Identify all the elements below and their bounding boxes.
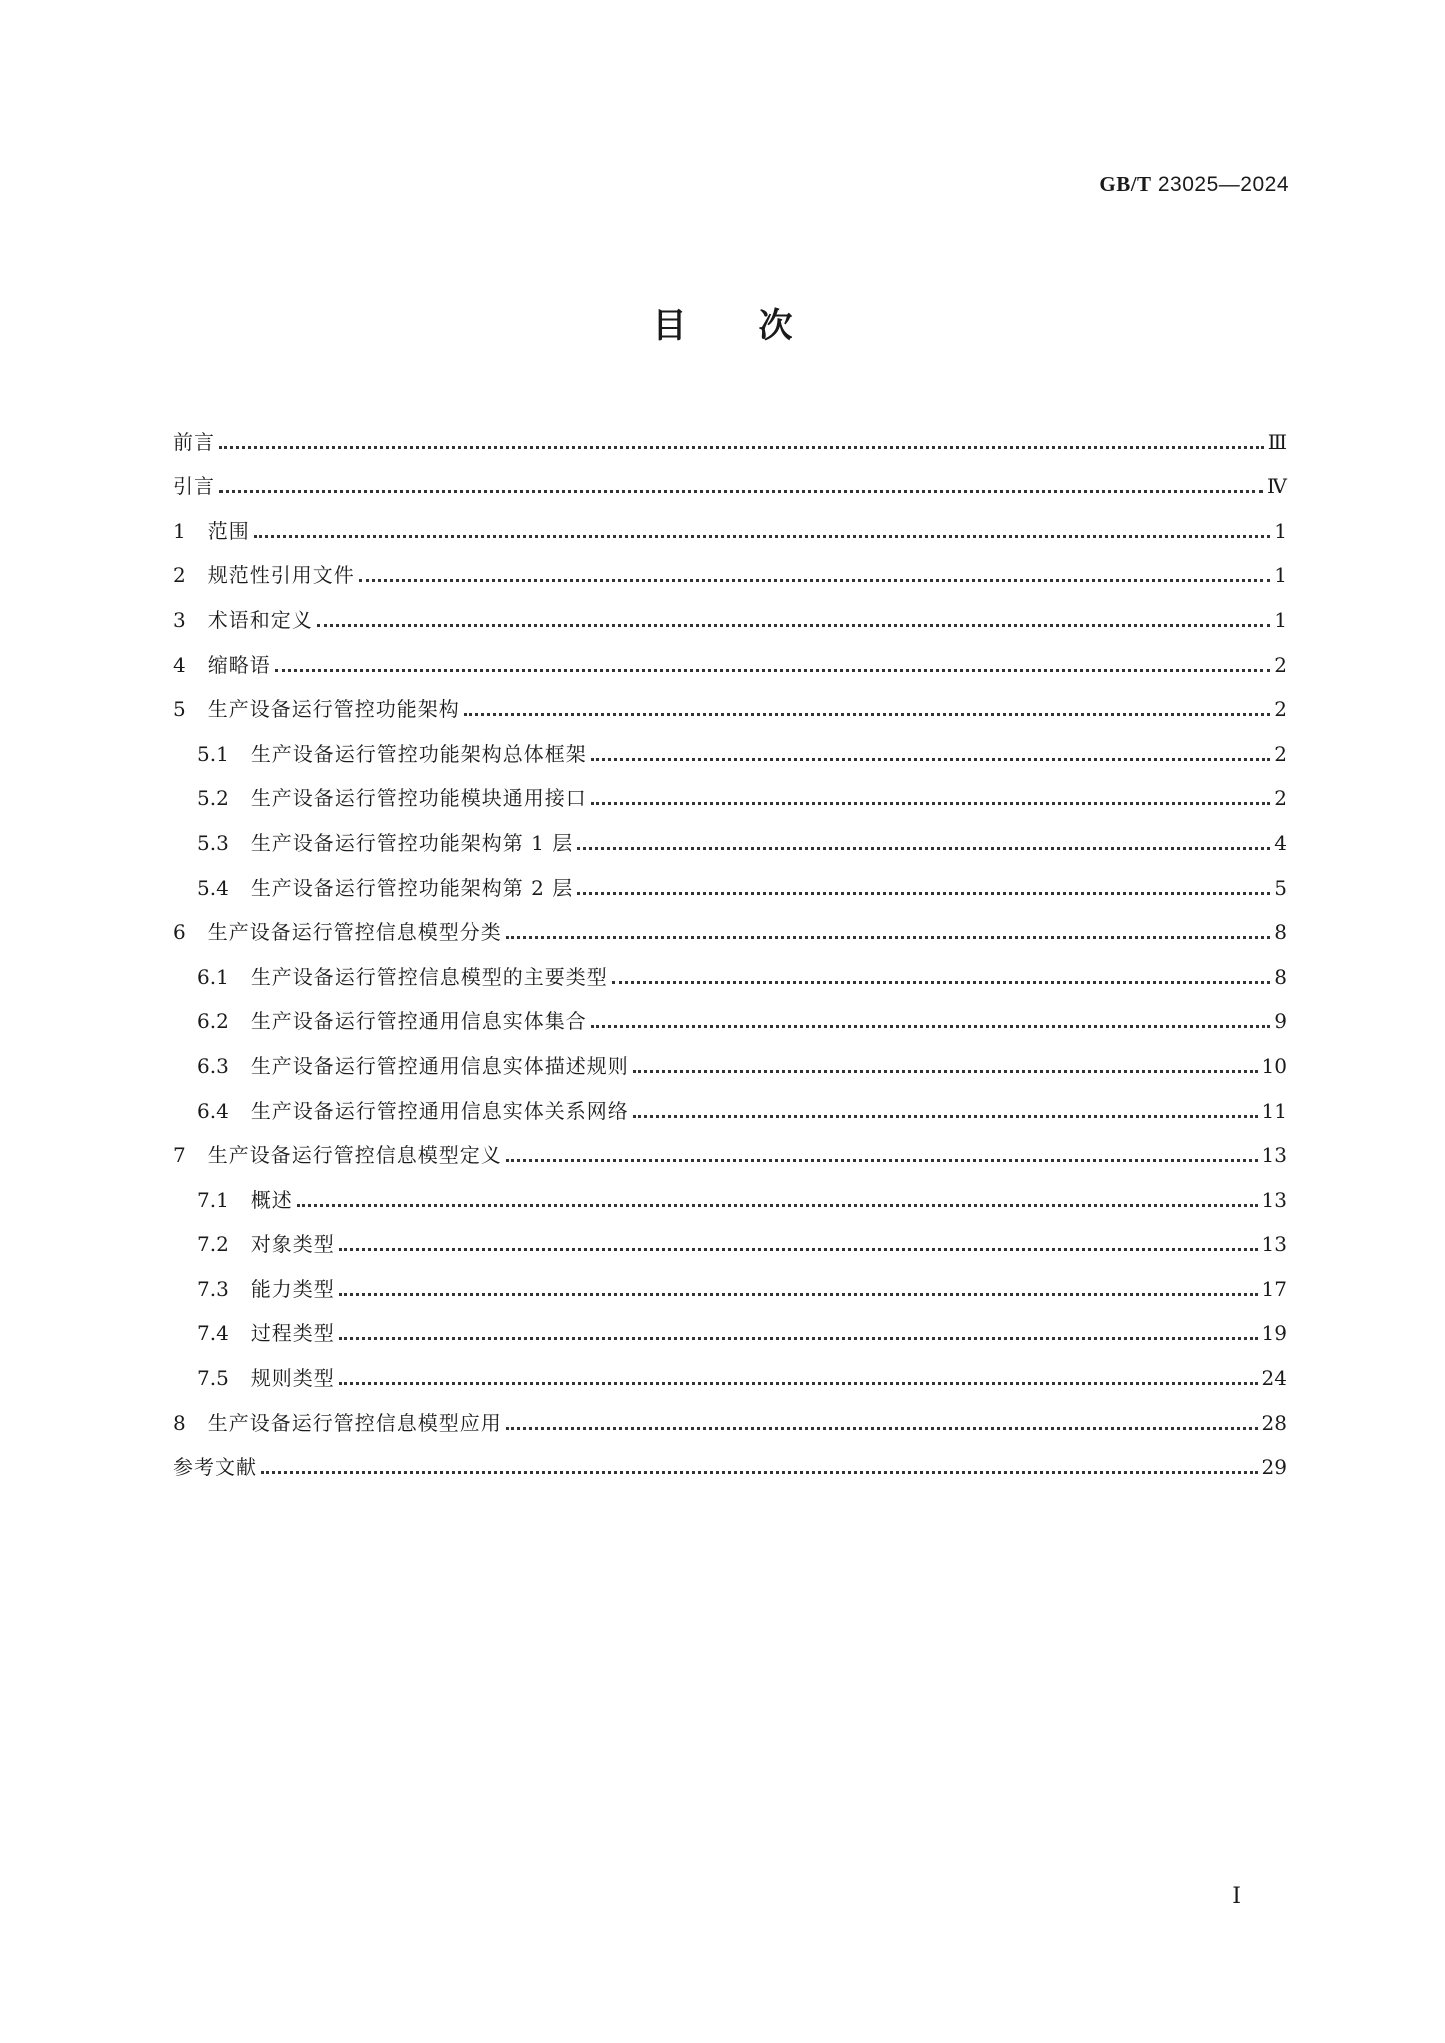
standard-prefix: GB/T [1099,172,1152,196]
toc-entry-label: 术语和定义 [207,607,313,632]
toc-entry-number: 3 [173,607,186,632]
dot-leader [464,713,1271,716]
toc-entry-number: 1 [173,518,186,543]
toc-entry-page: 8 [1274,964,1287,989]
toc-entry-label: 概述 [250,1187,293,1212]
toc-entry[interactable] [173,634,1287,679]
toc-entry-label: 生产设备运行管控信息模型分类 [207,920,502,945]
toc-entry[interactable] [173,1347,1287,1392]
toc-entry[interactable] [173,723,1287,768]
toc-entry-label: 生产设备运行管控通用信息实体关系网络 [250,1098,629,1123]
toc-entry-page: 1 [1274,563,1287,588]
toc-entry[interactable] [173,1214,1287,1259]
toc-entry-label: 生产设备运行管控信息模型的主要类型 [250,964,608,989]
toc-entry[interactable] [173,456,1287,501]
toc-entry-label: 参考文献 [173,1455,257,1480]
toc-entry-page: 2 [1274,697,1287,722]
dot-leader [612,981,1270,984]
toc-entry[interactable] [173,1125,1287,1170]
toc-entry-page: 13 [1261,1232,1287,1257]
toc-entry-number: 6.1 [197,964,229,989]
toc-entry-page: 2 [1274,786,1287,811]
toc-entry[interactable] [173,411,1287,456]
toc-entry-number: 7.1 [197,1187,229,1212]
toc-entry[interactable] [173,1392,1287,1437]
toc-entry[interactable] [173,1303,1287,1348]
toc-entry-page: 9 [1274,1009,1287,1034]
toc-entry-label: 能力类型 [250,1276,335,1301]
dot-leader [254,535,1271,538]
toc-entry[interactable] [173,812,1287,857]
page-number: I [1232,1884,1241,1909]
toc-entry-label: 生产设备运行管控功能架构第 2 层 [250,875,574,900]
toc-entry[interactable] [173,991,1287,1036]
toc-entry-page: 29 [1261,1455,1287,1480]
toc-entry[interactable] [173,768,1287,813]
dot-leader [359,579,1271,582]
toc-entry-number: 2 [173,563,186,588]
toc-entry-label: 生产设备运行管控功能架构 [207,697,460,722]
dot-leader [591,758,1270,761]
toc-entry-number: 6 [173,920,186,945]
dot-leader [339,1248,1258,1251]
dot-leader [339,1337,1258,1340]
toc-entry-number: 7 [173,1143,186,1168]
standard-code: 23025—2024 [1151,173,1289,196]
toc-entry-number: 4 [173,652,186,677]
toc-entry-number: 5.4 [197,875,229,900]
toc-entry-label: 生产设备运行管控功能架构第 1 层 [250,830,574,855]
toc-entry-number: 5.2 [197,786,229,811]
toc-entry-number: 6.2 [197,1009,229,1034]
toc-entry-label: 生产设备运行管控通用信息实体集合 [250,1009,587,1034]
dot-leader [506,936,1271,939]
toc-title: 目次 [652,306,865,346]
toc-entry-label: 生产设备运行管控信息模型定义 [207,1143,502,1168]
toc-entry-label: 生产设备运行管控功能架构总体框架 [250,741,587,766]
toc-entry-number: 5.3 [197,830,229,855]
dot-leader [577,892,1270,895]
toc-entry-page: 10 [1261,1053,1287,1078]
toc-entry[interactable] [173,545,1287,590]
toc-entry-label: 生产设备运行管控通用信息实体描述规则 [250,1053,629,1078]
toc-entry-page: Ⅳ [1267,474,1287,499]
dot-leader [633,1115,1258,1118]
toc-entry-number: 7.4 [197,1321,229,1346]
dot-leader [261,1471,1258,1474]
toc-entry[interactable] [173,1035,1287,1080]
toc-entry-number: 7.5 [197,1366,229,1391]
toc-entry-label: 缩略语 [207,652,271,677]
toc-entry[interactable] [173,902,1287,947]
toc-entry-label: 生产设备运行管控信息模型应用 [207,1410,502,1435]
toc-entry-page: 8 [1274,920,1287,945]
toc-entry-number: 6.4 [197,1098,229,1123]
toc-entry-page: 19 [1261,1321,1287,1346]
dot-leader [506,1427,1258,1430]
toc-entry[interactable] [173,946,1287,991]
dot-leader [219,490,1263,493]
dot-leader [339,1293,1258,1296]
toc-entry-label: 引言 [173,474,215,499]
toc-entry-page: 13 [1261,1187,1287,1212]
toc-entry[interactable] [173,500,1287,545]
toc-entry-page: 17 [1261,1276,1287,1301]
toc-entry[interactable] [173,857,1287,902]
dot-leader [591,1025,1270,1028]
toc-entry-page: Ⅲ [1267,429,1287,454]
toc-entry-label: 前言 [173,429,215,454]
toc-entry[interactable] [173,1258,1287,1303]
toc-entry-page: 1 [1274,607,1287,632]
toc-entry[interactable] [173,1080,1287,1125]
toc-entry-number: 7.3 [197,1276,229,1301]
toc-entry-number: 5 [173,697,186,722]
dot-leader [633,1070,1258,1073]
toc-entry[interactable] [173,1169,1287,1214]
toc-entry-page: 2 [1274,741,1287,766]
toc-entry-page: 1 [1274,518,1287,543]
toc-entry-page: 28 [1261,1410,1287,1435]
toc-entry-number: 6.3 [197,1053,229,1078]
toc-entry-page: 4 [1274,830,1287,855]
toc-entry-page: 13 [1261,1143,1287,1168]
table-of-contents [173,411,1287,1481]
dot-leader [339,1382,1258,1385]
toc-entry-number: 8 [173,1410,186,1435]
toc-entry-label: 对象类型 [250,1232,335,1257]
toc-entry-label: 过程类型 [250,1321,335,1346]
standard-number [1099,172,1289,197]
toc-entry-page: 24 [1261,1366,1287,1391]
toc-entry-label: 范围 [207,518,250,543]
toc-entry-page: 2 [1274,652,1287,677]
dot-leader [591,802,1270,805]
toc-entry[interactable] [173,1437,1287,1482]
dot-leader [506,1159,1258,1162]
dot-leader [275,669,1271,672]
toc-entry[interactable] [173,679,1287,724]
toc-entry-number: 7.2 [197,1232,229,1257]
dot-leader [577,847,1270,850]
toc-entry[interactable] [173,589,1287,634]
dot-leader [219,446,1264,449]
dot-leader [317,624,1271,627]
toc-entry-page: 5 [1274,875,1287,900]
toc-entry-label: 生产设备运行管控功能模块通用接口 [250,786,587,811]
toc-entry-number: 5.1 [197,741,229,766]
dot-leader [297,1204,1258,1207]
toc-entry-label: 规范性引用文件 [207,563,355,588]
toc-entry-label: 规则类型 [250,1366,335,1391]
toc-entry-page: 11 [1261,1098,1287,1123]
